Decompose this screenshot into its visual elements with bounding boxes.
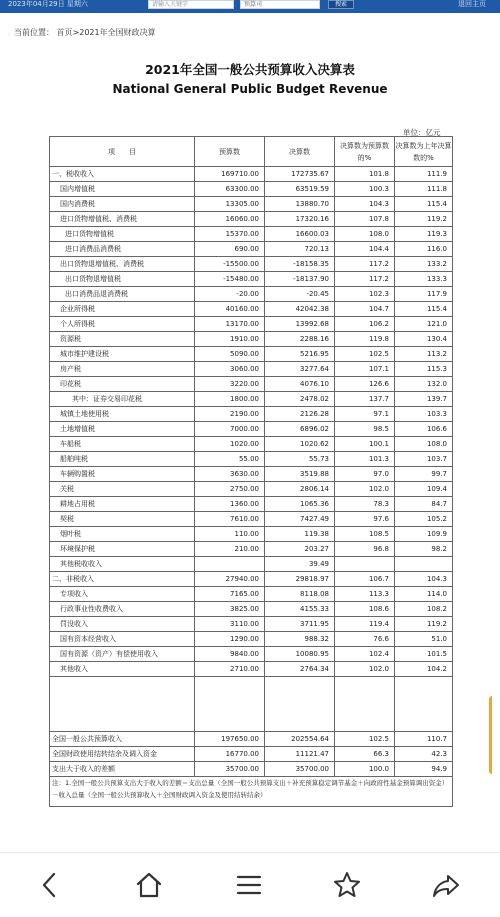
cell-item: 其他税收收入 bbox=[50, 557, 195, 572]
table-row bbox=[50, 467, 453, 482]
cell-budget: 15370.00 bbox=[195, 227, 265, 242]
empty-cell bbox=[265, 677, 335, 732]
cell-pct-budget: 108.6 bbox=[335, 602, 395, 617]
table-spacer-row bbox=[50, 677, 453, 732]
cell-item: 资源税 bbox=[50, 332, 195, 347]
cell-item: 环境保护税 bbox=[50, 542, 195, 557]
table-row bbox=[50, 422, 453, 437]
cell-pct-budget: 66.3 bbox=[335, 747, 395, 762]
cell-budget: 27940.00 bbox=[195, 572, 265, 587]
cell-pct-prev: 130.4 bbox=[395, 332, 453, 347]
cell-budget: -15500.00 bbox=[195, 257, 265, 272]
cell-pct-budget: 101.8 bbox=[335, 167, 395, 182]
table-row bbox=[50, 347, 453, 362]
table-row bbox=[50, 647, 453, 662]
cell-pct-prev: 103.3 bbox=[395, 407, 453, 422]
cell-final: 1065.36 bbox=[265, 497, 335, 512]
cell-item: 印花税 bbox=[50, 377, 195, 392]
cell-pct-budget: 106.2 bbox=[335, 317, 395, 332]
table-row bbox=[50, 197, 453, 212]
table-row bbox=[50, 287, 453, 302]
cell-budget: 1020.00 bbox=[195, 437, 265, 452]
total-row bbox=[50, 747, 453, 762]
back-button[interactable] bbox=[32, 867, 68, 903]
table-row bbox=[50, 527, 453, 542]
total-row bbox=[50, 732, 453, 747]
cell-budget: 110.00 bbox=[195, 527, 265, 542]
menu-icon bbox=[234, 870, 264, 900]
unit-label: 单位：亿元 bbox=[403, 128, 441, 137]
cell-pct-budget: 100.1 bbox=[335, 437, 395, 452]
table-row bbox=[50, 317, 453, 332]
cell-budget: 210.00 bbox=[195, 542, 265, 557]
cell-pct-budget: 97.0 bbox=[335, 467, 395, 482]
cell-pct-budget: 102.0 bbox=[335, 662, 395, 677]
cell-budget: 2190.00 bbox=[195, 407, 265, 422]
cell-pct-prev: 84.7 bbox=[395, 497, 453, 512]
table-row bbox=[50, 452, 453, 467]
cell-budget: 690.00 bbox=[195, 242, 265, 257]
cell-item: 全国一般公共预算收入 bbox=[50, 732, 195, 747]
cell-budget: 55.00 bbox=[195, 452, 265, 467]
cell-pct-prev: 115.4 bbox=[395, 197, 453, 212]
cell-final: 42042.38 bbox=[265, 302, 335, 317]
cell-item: 出口货物退增值税、消费税 bbox=[50, 257, 195, 272]
table-row bbox=[50, 212, 453, 227]
cell-pct-budget: 102.3 bbox=[335, 287, 395, 302]
cell-pct-prev: 115.4 bbox=[395, 302, 453, 317]
cell-pct-budget: 126.6 bbox=[335, 377, 395, 392]
cell-pct-prev: 99.7 bbox=[395, 467, 453, 482]
cell-pct-budget: 119.4 bbox=[335, 617, 395, 632]
favorite-icon bbox=[332, 870, 362, 900]
top-bar bbox=[0, 0, 500, 13]
cell-budget: 2710.00 bbox=[195, 662, 265, 677]
cell-item: 其中：证券交易印花税 bbox=[50, 392, 195, 407]
bottom-nav-bar bbox=[0, 852, 500, 917]
cell-final: 17320.16 bbox=[265, 212, 335, 227]
cell-item: 房产税 bbox=[50, 362, 195, 377]
home-button[interactable] bbox=[131, 867, 167, 903]
cell-budget: 63300.00 bbox=[195, 182, 265, 197]
table-row bbox=[50, 392, 453, 407]
share-icon bbox=[431, 870, 461, 900]
cell-item: 其他收入 bbox=[50, 662, 195, 677]
cell-pct-budget: 76.6 bbox=[335, 632, 395, 647]
cell-budget: -15480.00 bbox=[195, 272, 265, 287]
cell-item: 城市维护建设税 bbox=[50, 347, 195, 362]
cell-item: 个人所得税 bbox=[50, 317, 195, 332]
table-row bbox=[50, 602, 453, 617]
cell-item: 行政事业性收费收入 bbox=[50, 602, 195, 617]
cell-final: 10080.95 bbox=[265, 647, 335, 662]
cell-pct-budget: 119.8 bbox=[335, 332, 395, 347]
cell-pct-prev: 42.3 bbox=[395, 747, 453, 762]
cell-item: 进口消费品消费税 bbox=[50, 242, 195, 257]
cell-item: 土地增值税 bbox=[50, 422, 195, 437]
menu-button[interactable] bbox=[231, 867, 267, 903]
cell-budget: 5090.00 bbox=[195, 347, 265, 362]
cell-pct-prev: 103.7 bbox=[395, 452, 453, 467]
cell-final: 39.49 bbox=[265, 557, 335, 572]
date-text: 2023年04月29日 星期六 bbox=[8, 0, 88, 8]
cell-pct-budget: 137.7 bbox=[335, 392, 395, 407]
cell-budget: 7610.00 bbox=[195, 512, 265, 527]
table-row bbox=[50, 167, 453, 182]
cell-item: 契税 bbox=[50, 512, 195, 527]
cell-pct-prev: 119.3 bbox=[395, 227, 453, 242]
cell-pct-budget: 117.2 bbox=[335, 257, 395, 272]
cell-final: 202554.64 bbox=[265, 732, 335, 747]
home-icon bbox=[134, 870, 164, 900]
cell-pct-prev: 110.7 bbox=[395, 732, 453, 747]
cell-pct-prev: 94.9 bbox=[395, 762, 453, 777]
home-link[interactable]: 退回主页 bbox=[458, 0, 486, 8]
cell-final: 172735.67 bbox=[265, 167, 335, 182]
cell-pct-prev: 121.0 bbox=[395, 317, 453, 332]
col-header-item: 项 目 bbox=[50, 137, 195, 167]
table-row bbox=[50, 407, 453, 422]
cell-pct-budget: 98.5 bbox=[335, 422, 395, 437]
cell-pct-prev: 133.2 bbox=[395, 257, 453, 272]
cell-pct-budget: 78.3 bbox=[335, 497, 395, 512]
cell-pct-budget: 102.0 bbox=[335, 482, 395, 497]
cell-pct-budget: 107.1 bbox=[335, 362, 395, 377]
cell-final: 2478.02 bbox=[265, 392, 335, 407]
cell-budget: 1290.00 bbox=[195, 632, 265, 647]
table-header-row bbox=[50, 137, 453, 167]
cell-pct-prev: 139.7 bbox=[395, 392, 453, 407]
table-row bbox=[50, 227, 453, 242]
cell-final: 988.32 bbox=[265, 632, 335, 647]
cell-item: 进口货物增值税 bbox=[50, 227, 195, 242]
cell-budget: 35700.00 bbox=[195, 762, 265, 777]
table-row bbox=[50, 632, 453, 647]
cell-final: 8118.08 bbox=[265, 587, 335, 602]
col-header-final: 决算数 bbox=[265, 137, 335, 167]
cell-budget: 40160.00 bbox=[195, 302, 265, 317]
cell-final: 4155.33 bbox=[265, 602, 335, 617]
cell-pct-budget: 102.5 bbox=[335, 347, 395, 362]
breadcrumb: 当前位置： 首页>2021年全国财政决算 bbox=[14, 28, 156, 37]
cell-item: 车船税 bbox=[50, 437, 195, 452]
cell-pct-prev: 116.0 bbox=[395, 242, 453, 257]
table-note-row bbox=[50, 777, 453, 807]
cell-item: 专项收入 bbox=[50, 587, 195, 602]
cell-pct-budget: 102.4 bbox=[335, 647, 395, 662]
page-title: 2021年全国一般公共预算收入决算表 bbox=[145, 62, 355, 77]
cell-final: -20.45 bbox=[265, 287, 335, 302]
cell-budget: 1910.00 bbox=[195, 332, 265, 347]
table-row bbox=[50, 542, 453, 557]
cell-final: 2288.16 bbox=[265, 332, 335, 347]
cell-item: 耕地占用税 bbox=[50, 497, 195, 512]
cell-pct-prev: 104.2 bbox=[395, 662, 453, 677]
budget-table bbox=[49, 136, 453, 807]
cell-item: 一、税收收入 bbox=[50, 167, 195, 182]
cell-budget: 7000.00 bbox=[195, 422, 265, 437]
table-row bbox=[50, 617, 453, 632]
cell-final: 3277.64 bbox=[265, 362, 335, 377]
cell-pct-prev: 108.0 bbox=[395, 437, 453, 452]
cell-pct-prev: 105.2 bbox=[395, 512, 453, 527]
cell-pct-budget: 108.5 bbox=[335, 527, 395, 542]
cell-item: 罚没收入 bbox=[50, 617, 195, 632]
cell-item: 出口货物退增值税 bbox=[50, 272, 195, 287]
table-row bbox=[50, 662, 453, 677]
cell-pct-prev: 119.2 bbox=[395, 617, 453, 632]
cell-budget: 13170.00 bbox=[195, 317, 265, 332]
table-row bbox=[50, 497, 453, 512]
cell-budget: 3110.00 bbox=[195, 617, 265, 632]
cell-final: 1020.62 bbox=[265, 437, 335, 452]
table-row bbox=[50, 482, 453, 497]
cell-budget: 3630.00 bbox=[195, 467, 265, 482]
col-header-pct-prev: 决算数为上年决算数的% bbox=[395, 137, 453, 167]
cell-final: 3711.95 bbox=[265, 617, 335, 632]
cell-budget: 3220.00 bbox=[195, 377, 265, 392]
cell-pct-prev: 109.4 bbox=[395, 482, 453, 497]
cell-final: 63519.59 bbox=[265, 182, 335, 197]
cell-final: 203.27 bbox=[265, 542, 335, 557]
cell-item: 国有资源（资产）有偿使用收入 bbox=[50, 647, 195, 662]
cell-final: 7427.49 bbox=[265, 512, 335, 527]
empty-cell bbox=[195, 677, 265, 732]
cell-final: 11121.47 bbox=[265, 747, 335, 762]
cell-pct-prev: 98.2 bbox=[395, 542, 453, 557]
table-row bbox=[50, 272, 453, 287]
cell-pct-prev: 113.2 bbox=[395, 347, 453, 362]
cell-pct-budget: 104.4 bbox=[335, 242, 395, 257]
cell-item: 船舶吨税 bbox=[50, 452, 195, 467]
cell-item: 国内消费税 bbox=[50, 197, 195, 212]
cell-pct-budget bbox=[335, 557, 395, 572]
cell-pct-budget: 107.8 bbox=[335, 212, 395, 227]
cell-item: 支出大于收入的差额 bbox=[50, 762, 195, 777]
cell-budget: 197650.00 bbox=[195, 732, 265, 747]
table-row bbox=[50, 302, 453, 317]
table-row bbox=[50, 182, 453, 197]
cell-final: -18137.90 bbox=[265, 272, 335, 287]
cell-pct-budget: 104.7 bbox=[335, 302, 395, 317]
table-row bbox=[50, 587, 453, 602]
cell-budget: 1360.00 bbox=[195, 497, 265, 512]
cell-item: 烟叶税 bbox=[50, 527, 195, 542]
cell-budget: 16770.00 bbox=[195, 747, 265, 762]
cell-final: 35700.00 bbox=[265, 762, 335, 777]
cell-item: 车辆购置税 bbox=[50, 467, 195, 482]
search-button[interactable]: 搜索 bbox=[328, 0, 354, 9]
cell-item: 国有资本经营收入 bbox=[50, 632, 195, 647]
cell-budget: 2750.00 bbox=[195, 482, 265, 497]
cell-pct-prev: 115.3 bbox=[395, 362, 453, 377]
cell-pct-prev: 132.0 bbox=[395, 377, 453, 392]
cell-budget: 7165.00 bbox=[195, 587, 265, 602]
cell-final: 16600.03 bbox=[265, 227, 335, 242]
empty-cell bbox=[335, 677, 395, 732]
table-row bbox=[50, 332, 453, 347]
cell-budget bbox=[195, 557, 265, 572]
cell-pct-budget: 97.6 bbox=[335, 512, 395, 527]
col-header-budget: 预算数 bbox=[195, 137, 265, 167]
cell-budget: 13305.00 bbox=[195, 197, 265, 212]
cell-pct-prev: 106.6 bbox=[395, 422, 453, 437]
col-header-pct-budget: 决算数为预算数的% bbox=[335, 137, 395, 167]
cell-pct-budget: 96.8 bbox=[335, 542, 395, 557]
table-row bbox=[50, 362, 453, 377]
cell-final: 2126.28 bbox=[265, 407, 335, 422]
cell-pct-prev: 108.2 bbox=[395, 602, 453, 617]
cell-item: 关税 bbox=[50, 482, 195, 497]
search-input[interactable]: 请输入关键字 bbox=[148, 0, 234, 9]
cell-pct-prev: 109.9 bbox=[395, 527, 453, 542]
cell-final: 3519.88 bbox=[265, 467, 335, 482]
cell-pct-prev: 51.0 bbox=[395, 632, 453, 647]
cell-final: 13992.68 bbox=[265, 317, 335, 332]
table-row bbox=[50, 437, 453, 452]
cell-pct-budget: 102.5 bbox=[335, 732, 395, 747]
cell-final: 2764.34 bbox=[265, 662, 335, 677]
cell-pct-budget: 113.3 bbox=[335, 587, 395, 602]
cell-final: -18158.35 bbox=[265, 257, 335, 272]
cell-budget: 9840.00 bbox=[195, 647, 265, 662]
cell-budget: -20.00 bbox=[195, 287, 265, 302]
cell-pct-budget: 108.0 bbox=[335, 227, 395, 242]
cell-pct-prev: 104.3 bbox=[395, 572, 453, 587]
cell-final: 119.38 bbox=[265, 527, 335, 542]
page-subtitle: National General Public Budget Revenue bbox=[112, 82, 388, 96]
cell-pct-budget: 100.0 bbox=[335, 762, 395, 777]
scroll-edge-indicator bbox=[489, 696, 495, 774]
table-row bbox=[50, 512, 453, 527]
cell-pct-prev: 117.9 bbox=[395, 287, 453, 302]
cell-pct-budget: 101.3 bbox=[335, 452, 395, 467]
cell-item: 企业所得税 bbox=[50, 302, 195, 317]
table-row bbox=[50, 377, 453, 392]
cell-item: 二、非税收入 bbox=[50, 572, 195, 587]
cell-item: 城镇土地使用税 bbox=[50, 407, 195, 422]
cell-pct-budget: 117.2 bbox=[335, 272, 395, 287]
cell-final: 55.73 bbox=[265, 452, 335, 467]
cell-budget: 3825.00 bbox=[195, 602, 265, 617]
table-row bbox=[50, 257, 453, 272]
cell-final: 2806.14 bbox=[265, 482, 335, 497]
empty-cell bbox=[50, 677, 195, 732]
cell-item: 国内增值税 bbox=[50, 182, 195, 197]
cell-pct-budget: 100.3 bbox=[335, 182, 395, 197]
cell-pct-budget: 106.7 bbox=[335, 572, 395, 587]
cell-final: 13880.70 bbox=[265, 197, 335, 212]
cell-pct-prev: 114.0 bbox=[395, 587, 453, 602]
cell-item: 全国财政使用结转结余及调入资金 bbox=[50, 747, 195, 762]
cell-final: 6896.02 bbox=[265, 422, 335, 437]
cell-final: 720.13 bbox=[265, 242, 335, 257]
empty-cell bbox=[395, 677, 453, 732]
table-row bbox=[50, 557, 453, 572]
cell-pct-prev: 101.5 bbox=[395, 647, 453, 662]
cell-item: 进口货物增值税、消费税 bbox=[50, 212, 195, 227]
share-button[interactable] bbox=[428, 867, 464, 903]
cell-final: 5216.95 bbox=[265, 347, 335, 362]
cell-budget: 3060.00 bbox=[195, 362, 265, 377]
cell-pct-prev: 119.2 bbox=[395, 212, 453, 227]
cell-pct-budget: 104.3 bbox=[335, 197, 395, 212]
cell-pct-prev: 111.9 bbox=[395, 167, 453, 182]
cell-budget: 16060.00 bbox=[195, 212, 265, 227]
scope-select[interactable]: 预算司 bbox=[240, 0, 320, 9]
cell-final: 4076.10 bbox=[265, 377, 335, 392]
cell-pct-budget: 97.1 bbox=[335, 407, 395, 422]
table-row bbox=[50, 572, 453, 587]
cell-budget: 169710.00 bbox=[195, 167, 265, 182]
cell-pct-prev bbox=[395, 557, 453, 572]
table-note: 注：1.全国一般公共预算支出大于收入的差额＝支出总量（全国一般公共预算支出＋补充预算稳定调节基金＋向政府性基金预算调出资金）－收入总量（全国一般公共预算收入＋全国财政调入资金及使用结转结余） bbox=[50, 777, 453, 807]
cell-item: 出口消费品退消费税 bbox=[50, 287, 195, 302]
cell-pct-prev: 133.3 bbox=[395, 272, 453, 287]
table-row bbox=[50, 242, 453, 257]
cell-final: 29818.97 bbox=[265, 572, 335, 587]
total-row bbox=[50, 762, 453, 777]
back-icon bbox=[35, 870, 65, 900]
favorite-button[interactable] bbox=[329, 867, 365, 903]
cell-pct-prev: 111.8 bbox=[395, 182, 453, 197]
cell-budget: 1800.00 bbox=[195, 392, 265, 407]
